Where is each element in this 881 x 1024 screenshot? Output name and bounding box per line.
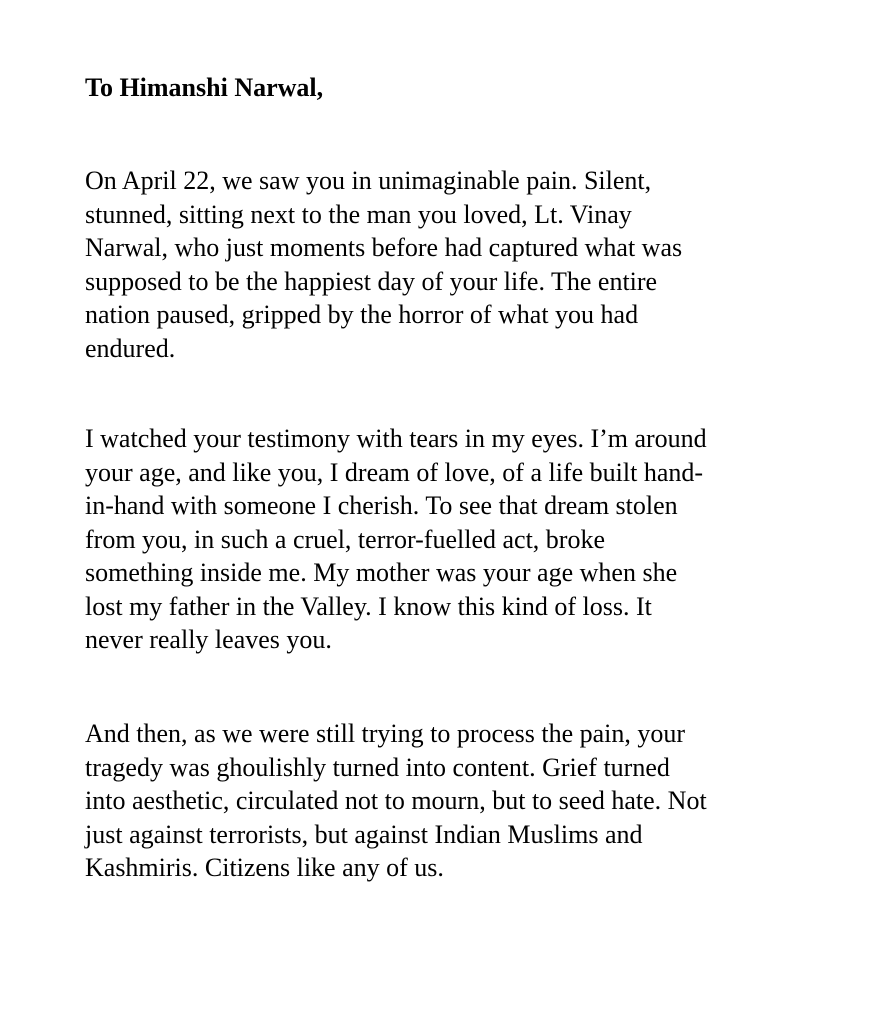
paragraph-line: On April 22, we saw you in unimaginable pain. Silent,: [85, 166, 652, 195]
paragraph-line: stunned, sitting next to the man you loved, Lt. Vinay: [85, 199, 632, 229]
paragraph-line: lost my father in the Valley. I know this kind of loss. It: [85, 591, 652, 621]
letter-salutation: To Himanshi Narwal,: [85, 73, 324, 102]
paragraph-line: into aesthetic, circulated not to mourn, but to seed hate. Not: [85, 786, 707, 815]
paragraph-line: endured.: [85, 333, 176, 363]
paragraph-line: your age, and like you, I dream of love, of a life built hand-: [85, 457, 704, 487]
paragraph-line: just against terrorists, but against Indian Muslims and: [85, 819, 643, 849]
paragraph-line: Narwal, who just moments before had captured what was: [85, 233, 683, 262]
paragraph-line: in-hand with someone I cherish. To see that dream stolen: [85, 491, 678, 520]
paragraph-line: supposed to be the happiest day of your life. The entire: [85, 266, 658, 296]
letter-paragraph: [85, 422, 707, 657]
letter-paragraph: [85, 717, 707, 885]
paragraph-line: I watched your testimony with tears in my eyes. I’m around: [85, 424, 707, 453]
paragraph-line: tragedy was ghoulishly turned into content. Grief turned: [85, 752, 670, 782]
paragraph-line: nation paused, gripped by the horror of what you had: [85, 300, 639, 329]
letter-paragraph: [85, 164, 682, 365]
paragraph-line: from you, in such a cruel, terror-fuelled act, broke: [85, 524, 605, 554]
paragraph-line: Kashmiris. Citizens like any of us.: [85, 853, 444, 882]
paragraph-line: something inside me. My mother was your age when she: [85, 558, 678, 587]
paragraph-line: And then, as we were still trying to process the pain, your: [85, 719, 686, 748]
paragraph-line: never really leaves you.: [85, 625, 332, 654]
